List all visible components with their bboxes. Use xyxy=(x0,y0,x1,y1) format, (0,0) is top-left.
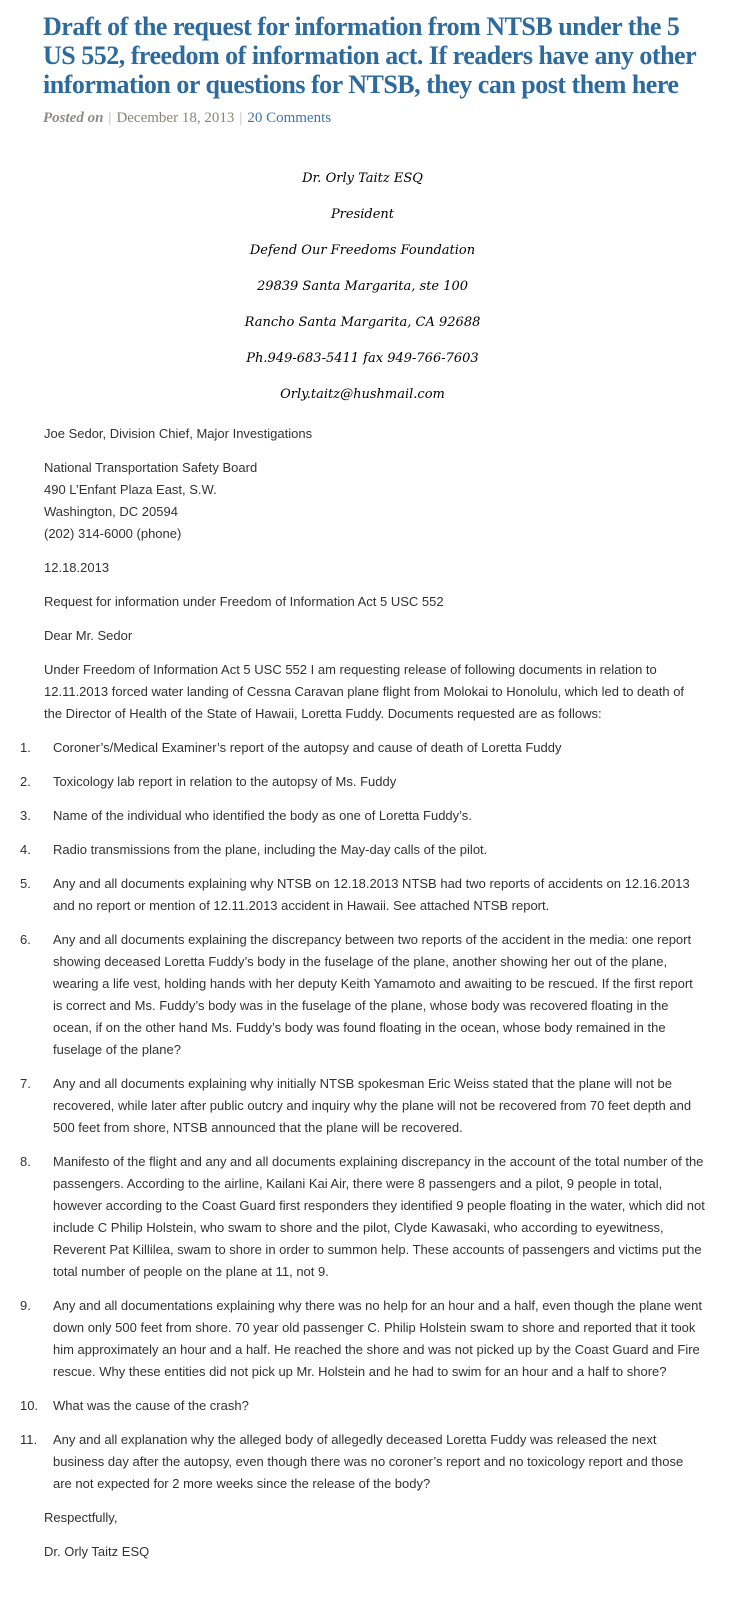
item-text: Any and all documents explaining why NTSB on 12.18.2013 NTSB had two reports of accidents on 12.16.2013 and no report or mention of 12.11.2013 accident in Hawaii. See attached NTSB report. xyxy=(53,876,690,913)
item-number: 8. xyxy=(20,1154,31,1169)
subject-line: Request for information under Freedom of Information Act 5 USC 552 xyxy=(44,594,444,609)
item-text: Radio transmissions from the plane, including the May-day calls of the pilot. xyxy=(53,842,488,857)
item-text: Manifesto of the flight and any and all documents explaining discrepancy in the account of the total number of the passengers. According to the airline, Kailani Kai Air, there were 8 passengers and a pilot, 9 people in total, however according to the Coast Guard first responders they identified 9 people floating in the water, which did not include C Philip Holstein, who swam to shore and the pilot, Clyde Kawasaki, who according to eyewitness, Reverent Pat Killilea, swam to shore in order to summon help. These accounts of passengers and victims put the total number of people on the plane at 11, not 9. xyxy=(53,1154,705,1279)
letterhead-name: Dr. Orly Taitz ESQ xyxy=(302,171,423,186)
closing: Respectfully, xyxy=(44,1510,118,1525)
request-item xyxy=(20,737,705,759)
address-line: 490 L’Enfant Plaza East, S.W. xyxy=(44,482,217,497)
item-text: Toxicology lab report in relation to the autopsy of Ms. Fuddy xyxy=(53,774,397,789)
salutation: Dear Mr. Sedor xyxy=(44,628,133,643)
item-text: Any and all documents explaining why initially NTSB spokesman Eric Weiss stated that the plane will not be recovered, while later after public outcry and inquiry why the plane will not be recovered from 70 feet depth and 500 feet from shore, NTSB announced that the plane will be recovered. xyxy=(53,1076,692,1135)
letter-body xyxy=(20,423,705,1563)
letterhead-organization: Defend Our Freedoms Foundation xyxy=(249,243,476,258)
letterhead-email: Orly.taitz@hushmail.com xyxy=(280,387,445,402)
item-text: Name of the individual who identified the body as one of Loretta Fuddy’s. xyxy=(53,808,472,823)
address-line: National Transportation Safety Board xyxy=(44,460,258,475)
intro-paragraph: Under Freedom of Information Act 5 USC 552 I am requesting release of following documents in relation to 12.11.2013 forced water landing of Cessna Caravan plane flight from Molokai to Honolulu, which led to death of the Director of Health of the State of Hawaii, Loretta Fuddy. Documents requested are as follows: xyxy=(44,662,685,721)
post-header xyxy=(20,12,705,127)
item-number: 3. xyxy=(20,808,31,823)
signature: Dr. Orly Taitz ESQ xyxy=(44,1544,150,1559)
item-number: 11. xyxy=(20,1432,38,1447)
request-item xyxy=(20,1429,705,1495)
address-line: (202) 314-6000 (phone) xyxy=(44,526,182,541)
post-date: December 18, 2013 xyxy=(116,110,235,126)
item-text: Coroner’s/Medical Examiner’s report of the autopsy and cause of death of Loretta Fuddy xyxy=(53,740,562,755)
item-text: Any and all documentations explaining why there was no help for an hour and a half, even though the plane went down only 500 feet from shore. 70 year old passenger C. Philip Holstein swam to shore and reported that it took him approximately an hour and a half. He reached the shore and was not picked up by the Coast Guard and Fire rescue. Why these entities did not pick up Mr. Holstein and he had to swim for an hour and a half to shore? xyxy=(53,1298,702,1379)
letterhead-title: President xyxy=(330,207,395,222)
request-item xyxy=(20,805,705,827)
request-item xyxy=(20,1295,705,1383)
letterhead-street: 29839 Santa Margarita, ste 100 xyxy=(256,279,469,294)
meta-separator: | xyxy=(239,110,243,126)
letter-date: 12.18.2013 xyxy=(44,560,110,575)
item-text: What was the cause of the crash? xyxy=(53,1398,249,1413)
item-number: 4. xyxy=(20,842,31,857)
post-title-line: US 552, freedom of information act. If readers have any other xyxy=(43,41,697,70)
letterhead-phone-fax: Ph.949-683-5411 fax 949-766-7603 xyxy=(246,351,479,366)
recipient-line: Joe Sedor, Division Chief, Major Investigations xyxy=(44,426,313,441)
item-number: 9. xyxy=(20,1298,31,1313)
item-number: 5. xyxy=(20,876,31,891)
request-item xyxy=(20,929,705,1061)
request-item xyxy=(20,771,705,793)
request-item xyxy=(20,1151,705,1283)
item-number: 1. xyxy=(20,740,31,755)
item-number: 2. xyxy=(20,774,31,789)
post-meta xyxy=(43,109,705,127)
item-number: 10. xyxy=(20,1398,39,1413)
item-number: 6. xyxy=(20,932,31,947)
post-title-line: Draft of the request for information from NTSB under the 5 xyxy=(43,12,680,41)
item-text: Any and all documents explaining the discrepancy between two reports of the accident in the media: one report showing deceased Loretta Fuddy’s body in the fuselage of the plane, another showing her out of the plane, wearing a life vest, holding hands with her deputy Keith Yamamoto and awaiting to be rescued. If the first report is correct and Ms. Fuddy’s body was in the fuselage of the plane, whose body was recovered floating in the ocean, if on the other hand Ms. Fuddy’s body was found floating in the ocean, whose body remained in the fuselage of the plane? xyxy=(53,932,693,1057)
posted-on-label: Posted on xyxy=(43,110,104,126)
recipient-address xyxy=(44,457,705,545)
request-item xyxy=(20,1395,705,1417)
request-item xyxy=(20,839,705,861)
request-list xyxy=(20,737,705,1495)
post-title xyxy=(43,12,705,99)
meta-separator: | xyxy=(108,110,112,126)
item-text: Any and all explanation why the alleged body of allegedly deceased Loretta Fuddy was released the next business day after the autopsy, even though there was no coroner’s report and no toxicology report and those are not expected for 2 more weeks since the release of the body? xyxy=(53,1432,684,1491)
letterhead-city: Rancho Santa Margarita, CA 92688 xyxy=(244,315,481,330)
request-item xyxy=(20,873,705,917)
post-title-line: information or questions for NTSB, they can post them here xyxy=(43,70,679,99)
comments-link[interactable]: 20 Comments xyxy=(247,110,332,126)
request-item xyxy=(20,1073,705,1139)
letterhead xyxy=(20,171,705,402)
item-number: 7. xyxy=(20,1076,31,1091)
address-line: Washington, DC 20594 xyxy=(44,504,178,519)
